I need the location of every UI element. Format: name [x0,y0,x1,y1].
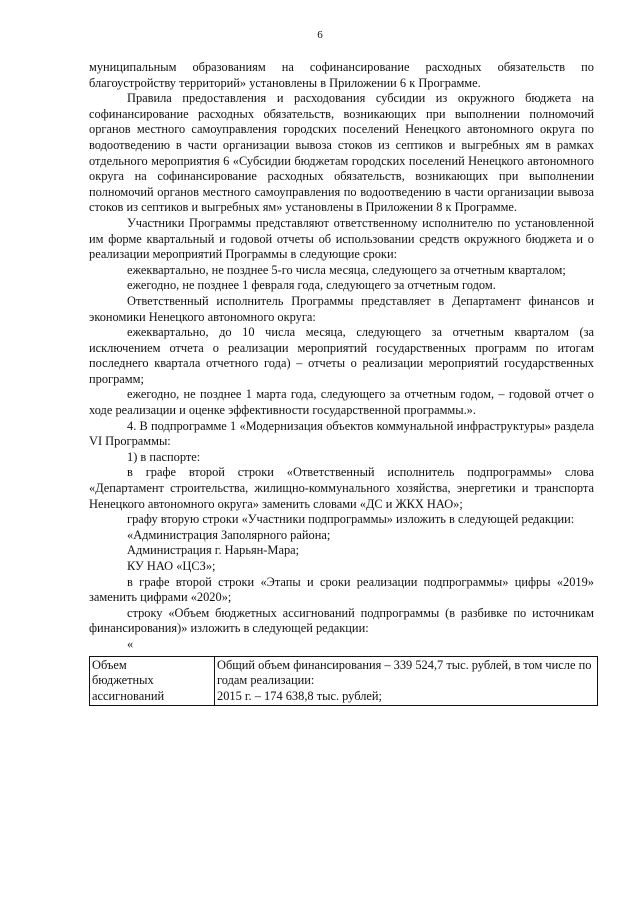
page-number: 6 [317,29,323,41]
opening-quote: « [127,636,134,651]
table-cell-value [215,656,598,706]
paragraph: «Администрация Заполярного района; [127,527,331,542]
paragraph: ежеквартально, не позднее 5-го числа месяца, следующего за отчетным кварталом; [127,262,566,277]
table-cell-label [90,656,215,706]
paragraph: графу вторую строки «Участники подпрограммы» изложить в следующей редакции: [127,512,575,527]
cell-line: ассигнований [92,688,165,703]
paragraph: ежегодно, не позднее 1 февраля года, следующего за отчетным годом. [127,278,496,293]
paragraph: Участники Программы представляют ответственному исполнителю по установленной им форме квартальный и годовой отчеты об использовании средств окружного бюджета и о реализации мероприятий Программы в следующие сроки: [89,215,594,262]
passport-table [89,656,598,707]
paragraph: 1) в паспорте: [127,449,201,464]
paragraph: Ответственный исполнитель Программы представляет в Департамент финансов и экономики Ненецкого автономного округа: [89,293,594,324]
paragraph: муниципальным образованиям на софинансирование расходных обязательств по благоустройству территорий» установлены в Приложении 6 к Программе. [89,60,594,90]
paragraph: 4. В подпрограмме 1 «Модернизация объектов коммунальной инфраструктуры» раздела VI Программы: [89,418,594,449]
paragraph: в графе второй строки «Этапы и сроки реализации подпрограммы» цифры «2019» заменить цифрами «2020»; [89,574,594,605]
document-body [89,60,594,706]
paragraph: ежеквартально, до 10 числа месяца, следующего за отчетным кварталом (за исключением отчета о реализации мероприятий государственных программ по итогам последнего квартала отчетного года) – отчеты о реализации мероприятий государственных программ; [89,325,594,386]
paragraph: строку «Объем бюджетных ассигнований подпрограммы (в разбивке по источникам финансирования)» изложить в следующей редакции: [89,605,594,636]
cell-line: 2015 г. – 174 638,8 тыс. рублей; [217,688,382,703]
cell-line: Объем [92,657,127,672]
table-row [90,656,598,706]
paragraph: КУ НАО «ЦСЗ»; [127,559,216,573]
paragraph: в графе второй строки «Ответственный исполнитель подпрограммы» слова «Департамент строительства, жилищно-коммунального хозяйства, энергетики и транспорта Ненецкого автономного округа» заменить словами «ДС и ЖКХ НАО»; [89,465,594,511]
paragraph: Правила предоставления и расходования субсидии из окружного бюджета на софинансирование расходных обязательств, возникающих при выполнении полномочий органов местного самоуправления городских поселений Ненецкого автономного округа по водоотведению в части организации вывоза стоков из септиков и выгребных ям в рамках отдельного мероприятия 6 «Субсидии бюджетам городских поселений Ненецкого автономного округа на софинансирование расходных обязательств, возникающих при выполнении полномочий органов местного самоуправления по водоотведению в части организации вывоза стоков из септиков и выгребных ям» установлены в Приложении 8 к Программе. [89,91,594,215]
cell-line: бюджетных [92,673,154,688]
paragraph: Администрация г. Нарьян-Мара; [127,543,300,558]
paragraph: ежегодно, не позднее 1 марта года, следующего за отчетным годом, – годовой отчет о ходе реализации и оценке эффективности государственной программы.». [89,387,594,418]
cell-line: Общий объем финансирования – 339 524,7 тыс. рублей, в том числе по годам реализации: [217,657,592,688]
